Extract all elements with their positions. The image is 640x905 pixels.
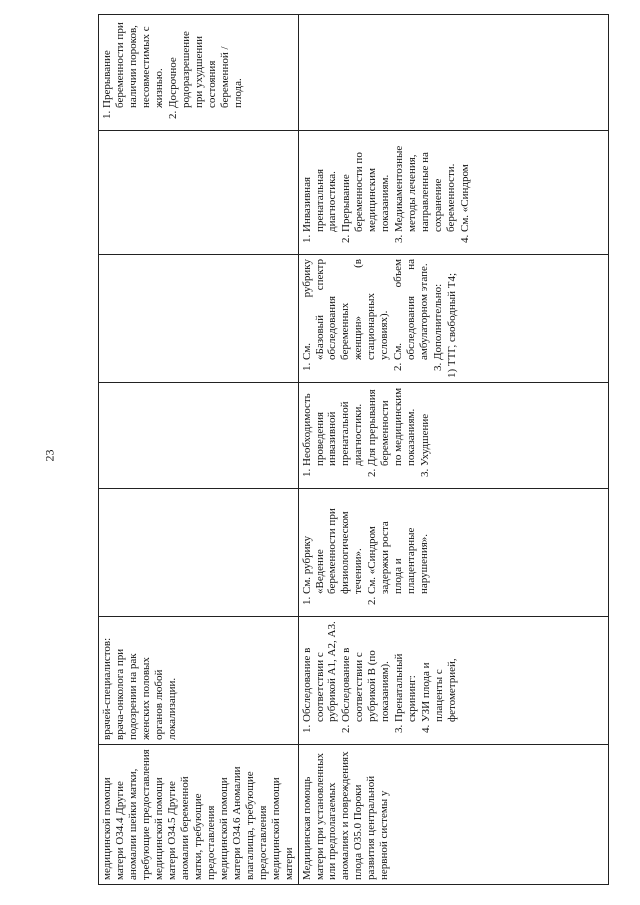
- list-item: 1. Необходимость проведения инвазивной пренатальной диагностики.: [301, 387, 366, 466]
- page-number: 23: [42, 449, 57, 462]
- list-item: 2. Обследование в соответствии с рубрикой В (по показаниям).: [340, 621, 392, 722]
- cell-empty: [99, 489, 299, 617]
- rotated-table-container: [98, 15, 518, 885]
- cell-diagnosis: медицинской помощи матери О34.4 Другие аномалии шейки матки, требующие предоставления медицинской помощи матери О34.5 Другие аномалии беременной матки, требующие предоставления медицинской помощи матери О34.6 Аномалии влагалища, требующие предоставления медицинской помощи матери: [99, 745, 299, 885]
- list-item: 1. Инвазивная пренатальная диагностика.: [301, 135, 340, 232]
- list-item: 4. См. «Синдром: [459, 135, 472, 232]
- sub-item: 1) ТТГ, свободный Т4;: [446, 272, 459, 378]
- cell-empty: [99, 383, 299, 489]
- cell-hospitalization: [298, 383, 608, 489]
- list-item: 2. См. объем обследования на амбулаторном этапе.: [392, 259, 431, 360]
- cell-examination: [298, 617, 608, 745]
- clinical-guidelines-table: [98, 14, 609, 885]
- cell-inpatient-exam: [298, 255, 608, 383]
- list-item: 3. Медикаментозные методы лечения, направленные на сохранение беременности.: [393, 135, 458, 232]
- table-row: [99, 15, 299, 885]
- cell-diagnosis: Медицинская помощь матери при установленных или предполагаемых аномалиях и повреждениях плода О35.0 Пороки развития центральной нервной системы у: [298, 745, 608, 885]
- cell-inpatient-treatment: [298, 131, 608, 255]
- cell-empty: [99, 255, 299, 383]
- cell-empty: [298, 15, 608, 131]
- cell-delivery: [99, 15, 299, 131]
- cell-examination: врачей-специалистов: врача-онколога при подозрении на рак женских половых органов любой локализации.: [99, 617, 299, 745]
- list-item: 4. УЗИ плода и плаценты с фетометрией,: [420, 621, 459, 722]
- cell-management: [298, 489, 608, 617]
- list-item: 1. См. рубрику «Ведение беременности при физиологическом течении».: [301, 493, 366, 594]
- list-item: 1. Прерывание беременности при наличии пороков, несовместимых с жизнью.: [101, 19, 166, 108]
- list-item: 2. Досрочное родоразрешение при ухудшении состояния беременной / плода.: [167, 19, 245, 108]
- table-row: [298, 15, 608, 885]
- list-item: 2. См. «Синдром задержки роста плода и плацентарные нарушения».: [366, 493, 431, 594]
- list-item: 3. Пренатальный скрининг:: [393, 621, 419, 722]
- list-item: 3. Ухудшение: [419, 387, 432, 466]
- list-item: 1. См. рубрику «Базовый спектр обследования беременных женщин» (в стационарных условиях).: [301, 259, 392, 360]
- list-item: 1. Обследование в соответствии с рубрикой А1, А2, А3.: [301, 621, 340, 722]
- list-item: 2. Прерывание беременности по медицинским показаниям.: [340, 135, 392, 232]
- list-item: 2. Для прерывания беременности по медицинским показаниям.: [366, 387, 418, 466]
- cell-empty: [99, 131, 299, 255]
- list-item: 3. Дополнительно:: [432, 259, 445, 360]
